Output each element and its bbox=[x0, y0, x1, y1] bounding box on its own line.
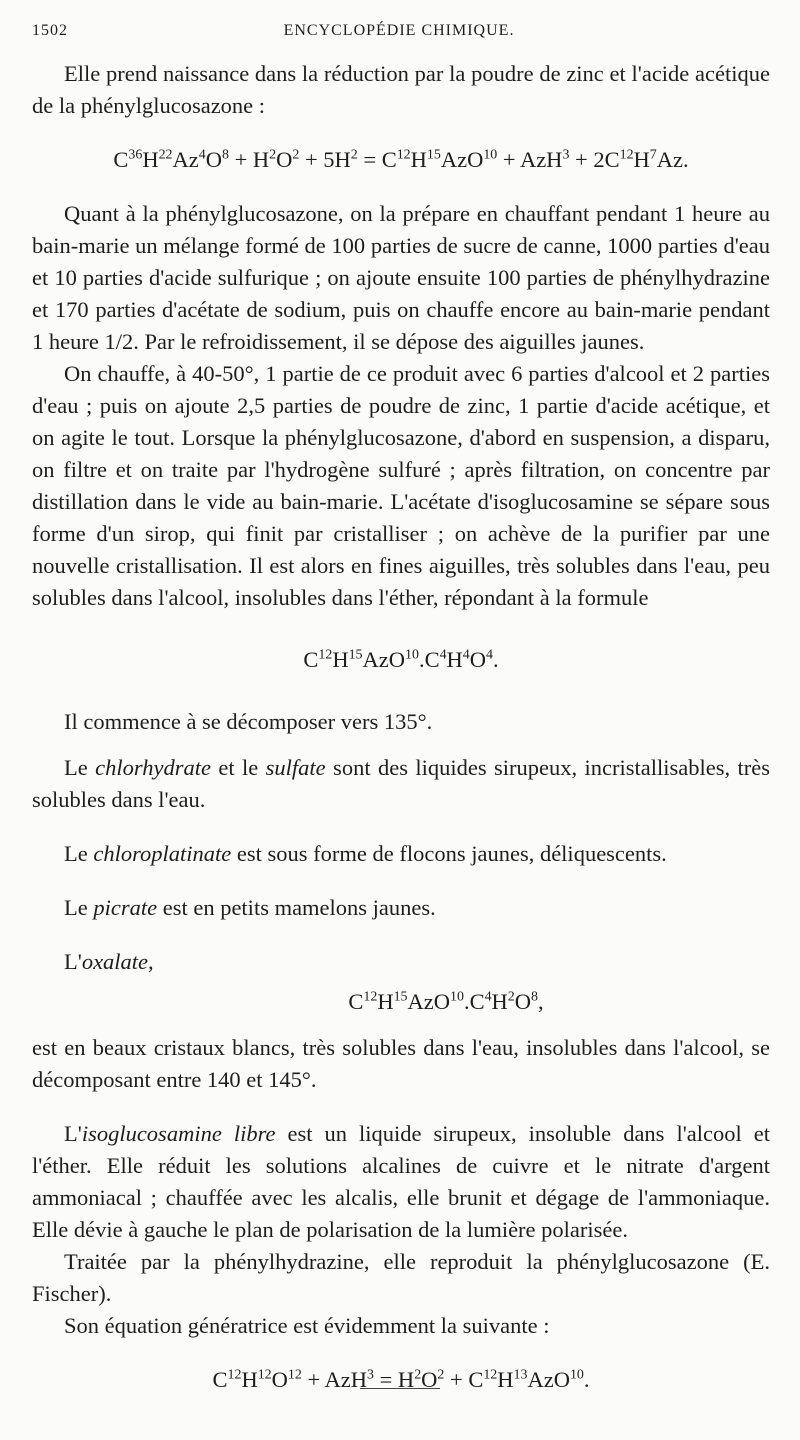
paragraph-free-isoglucosamine: L'isoglucosamine libre est un liquide sirupeux, insoluble dans l'alcool et l'éther. Elle réduit les solutions alcalines de cuivre et le nitrate d'argent ammoniacal ; chauffée avec les alcalis, elle brunit et dégage de l'ammoniaque. Elle dévie à gauche le plan de polarisation de la lumière polarisée. bbox=[32, 1121, 770, 1242]
page-number: 1502 bbox=[32, 22, 68, 39]
formula-generation: $C^{12}H^{12}O^{12} + AzH^3 = H^2O^2 + C^{12}H^{13}AzO^{10}$. bbox=[212, 1367, 590, 1392]
running-header bbox=[32, 22, 766, 46]
paragraph-oxalate-properties: est en beaux cristaux blancs, très solubles dans l'eau, insolubles dans l'alcool, se décomposant entre 140 et 145°. bbox=[32, 1035, 770, 1092]
formula-acetate: $C^{12}H^{15}AzO^{10}.C^4H^4O^4$. bbox=[303, 647, 499, 672]
paragraph-oxalate: L'oxalate, bbox=[64, 949, 154, 974]
paragraph-equation-intro: Son équation génératrice est évidemment la suivante : bbox=[64, 1313, 550, 1338]
paragraph-chlorhydrate: Le chlorhydrate et le sulfate sont des liquides sirupeux, incristallisables, très solubles dans l'eau. bbox=[32, 755, 771, 812]
paragraph-picrate: Le picrate est en petits mamelons jaunes. bbox=[64, 895, 436, 920]
formula-oxalate: $C^{12}H^{15}AzO^{10}.C^4H^2O^8$, bbox=[348, 989, 544, 1014]
paragraph-phenylhydrazine: Traitée par la phénylhydrazine, elle reproduit la phénylglucosazone (E. Fischer). bbox=[32, 1249, 770, 1306]
formula-reduction: $C^{36}H^{22}Az^4O^8 + H^2O^2 + 5H^2 = C^{12}H^{15}AzO^{10} + AzH^3 + 2C^{12}H^7Az$. bbox=[113, 147, 689, 172]
running-title: ENCYCLOPÉDIE CHIMIQUE. bbox=[283, 22, 515, 39]
paragraph-decomposition: Il commence à se décomposer vers 135°. bbox=[64, 709, 433, 734]
paragraph-chloroplatinate: Le chloroplatinate est sous forme de flocons jaunes, déliquescents. bbox=[64, 841, 667, 866]
page-body bbox=[32, 58, 770, 1396]
paragraph-procedure: On chauffe, à 40-50°, 1 partie de ce produit avec 6 parties d'alcool et 2 parties d'eau ; puis on ajoute 2,5 parties de poudre de zinc, 1 partie d'acide acétique, et on agite le tout. Lorsque la phénylglucosazone, d'abord en suspension, a disparu, on filtre et on traite par l'hydrogène sulfuré ; après filtration, on concentre par distillation dans le vide au bain-marie. L'acétate d'isoglucosamine se sépare sous forme d'un sirop, qui finit par cristalliser ; on achève de la purifier par une nouvelle cristallisation. Il est alors en fines aiguilles, très solubles dans l'eau, peu solubles dans l'alcool, insolubles dans l'éther, répondant à la formule bbox=[32, 361, 770, 610]
section-end-rule bbox=[360, 1388, 440, 1389]
paragraph-preparation: Quant à la phénylglucosazone, on la prépare en chauffant pendant 1 heure au bain-marie un mélange formé de 100 parties de sucre de canne, 1000 parties d'eau et 10 parties d'acide sulfurique ; on ajoute ensuite 100 parties de phénylhydrazine et 170 parties d'acétate de sodium, puis on chauffe encore au bain-marie pendant 1 heure 1/2. Par le refroidissement, il se dépose des aiguilles jaunes. bbox=[32, 201, 770, 354]
paragraph-intro: Elle prend naissance dans la réduction par la poudre de zinc et l'acide acétique de la phénylglucosazone : bbox=[32, 61, 770, 118]
